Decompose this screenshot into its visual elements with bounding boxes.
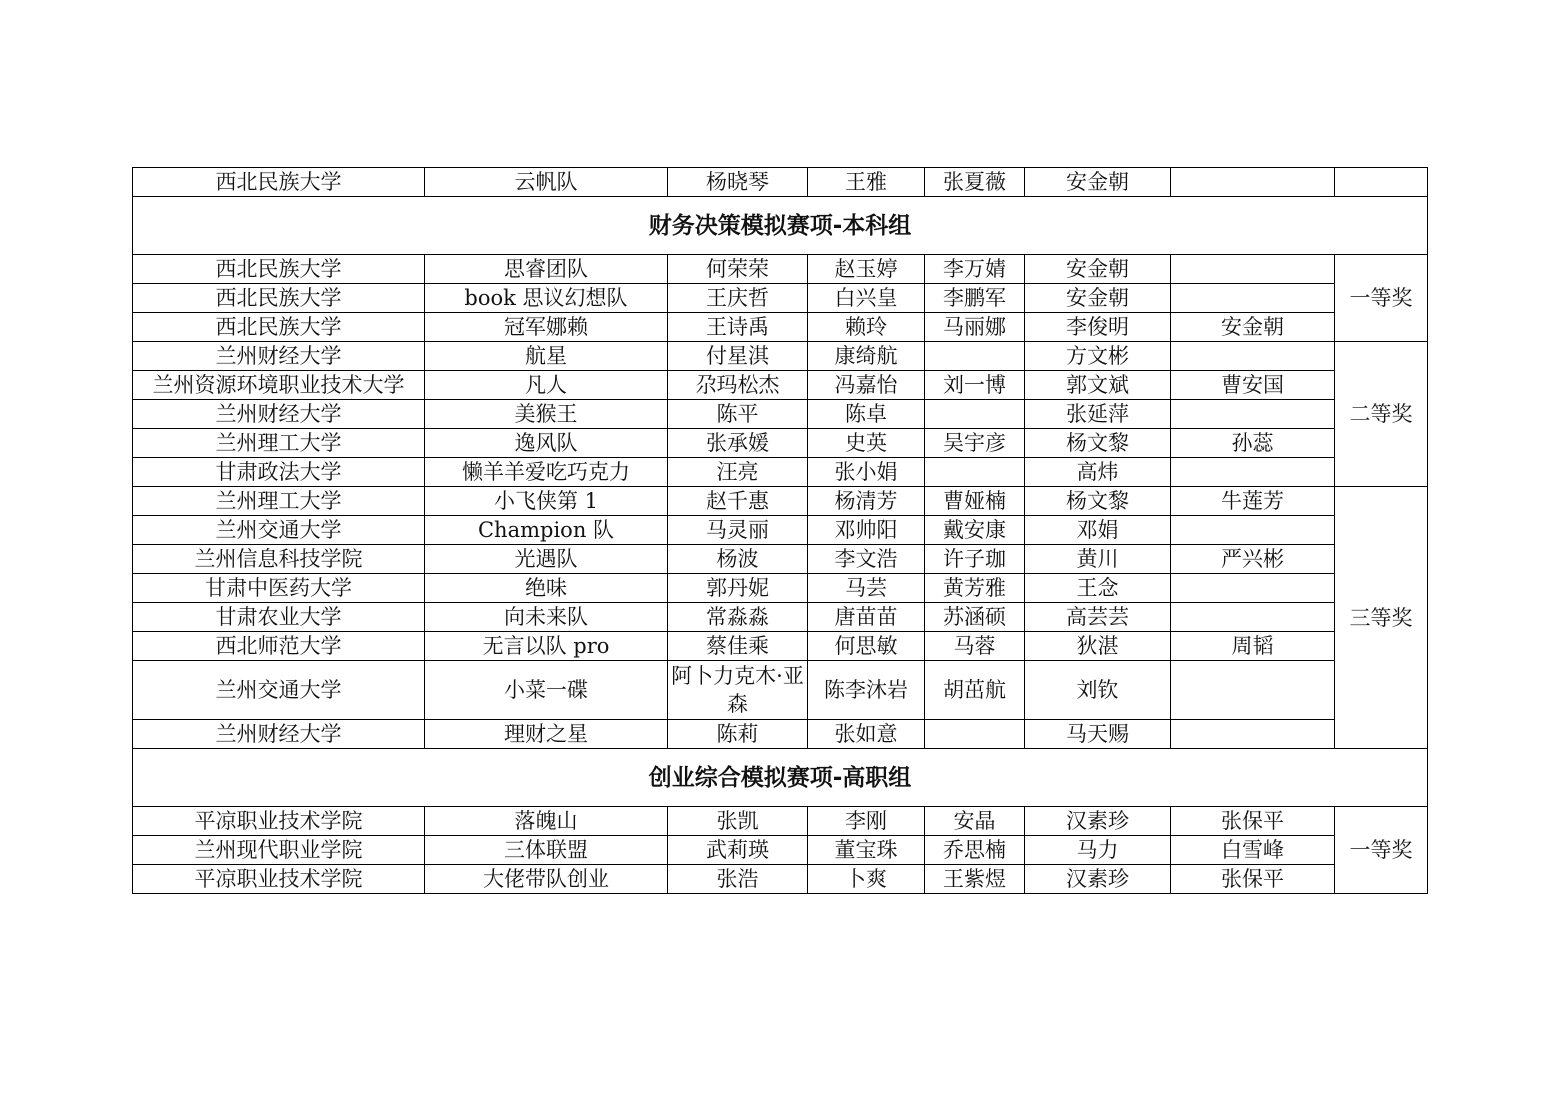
table-row xyxy=(133,371,1428,400)
teacher2-cell: 曹安国 xyxy=(1171,371,1335,400)
member3-cell: 许子珈 xyxy=(925,545,1025,574)
teacher2-cell xyxy=(1171,342,1335,371)
member1-cell: 张凯 xyxy=(668,807,808,836)
member3-cell: 曹娅楠 xyxy=(925,487,1025,516)
team-cell: 美猴王 xyxy=(425,400,668,429)
teacher2-cell: 孙蕊 xyxy=(1171,429,1335,458)
award-level-cell: 二等奖 xyxy=(1335,342,1428,487)
member1-cell: 杨波 xyxy=(668,545,808,574)
award-level-cell: 一等奖 xyxy=(1335,807,1428,894)
award-cell xyxy=(1335,168,1428,197)
teacher2-cell xyxy=(1171,603,1335,632)
member1-cell: 汪亮 xyxy=(668,458,808,487)
award-level-cell: 一等奖 xyxy=(1335,255,1428,342)
member3-cell: 张夏薇 xyxy=(925,168,1025,197)
member2-cell: 马芸 xyxy=(808,574,925,603)
teacher1-cell: 高芸芸 xyxy=(1025,603,1171,632)
team-cell: 无言以队 pro xyxy=(425,632,668,661)
table-row xyxy=(133,836,1428,865)
member1-cell: 郭丹妮 xyxy=(668,574,808,603)
member2-cell: 白兴皇 xyxy=(808,284,925,313)
table-row xyxy=(133,574,1428,603)
school-cell: 平凉职业技术学院 xyxy=(133,865,425,894)
school-cell: 西北民族大学 xyxy=(133,313,425,342)
section-title: 创业综合模拟赛项-高职组 xyxy=(133,749,1428,807)
member1-cell: 常淼淼 xyxy=(668,603,808,632)
team-cell: 向未来队 xyxy=(425,603,668,632)
table-row xyxy=(133,429,1428,458)
member2-cell: 张小娟 xyxy=(808,458,925,487)
member1-cell: 马灵丽 xyxy=(668,516,808,545)
table-row xyxy=(133,720,1428,749)
member3-cell: 乔思楠 xyxy=(925,836,1025,865)
member3-cell: 戴安康 xyxy=(925,516,1025,545)
school-cell: 西北民族大学 xyxy=(133,255,425,284)
teacher2-cell xyxy=(1171,284,1335,313)
member1-cell: 张浩 xyxy=(668,865,808,894)
member1-cell: 付星淇 xyxy=(668,342,808,371)
member3-cell: 胡茁航 xyxy=(925,661,1025,720)
teacher2-cell xyxy=(1171,720,1335,749)
table-row xyxy=(133,603,1428,632)
school-cell: 兰州交通大学 xyxy=(133,516,425,545)
member3-cell xyxy=(925,720,1025,749)
member2-cell: 赖玲 xyxy=(808,313,925,342)
teacher1-cell: 黄川 xyxy=(1025,545,1171,574)
school-cell: 兰州交通大学 xyxy=(133,661,425,720)
table-row xyxy=(133,284,1428,313)
member2-cell: 唐苗苗 xyxy=(808,603,925,632)
teacher1-cell: 安金朝 xyxy=(1025,284,1171,313)
teacher2-cell xyxy=(1171,574,1335,603)
school-cell: 甘肃农业大学 xyxy=(133,603,425,632)
table-row xyxy=(133,865,1428,894)
school-cell: 西北师范大学 xyxy=(133,632,425,661)
member2-cell: 赵玉婷 xyxy=(808,255,925,284)
member3-cell xyxy=(925,458,1025,487)
school-cell: 西北民族大学 xyxy=(133,284,425,313)
teacher2-cell: 严兴彬 xyxy=(1171,545,1335,574)
table-row xyxy=(133,516,1428,545)
teacher1-cell: 安金朝 xyxy=(1025,255,1171,284)
teacher1-cell: 高炜 xyxy=(1025,458,1171,487)
member2-cell: 张如意 xyxy=(808,720,925,749)
team-cell: 小飞侠第 1 xyxy=(425,487,668,516)
teacher2-cell xyxy=(1171,661,1335,720)
member2-cell: 陈卓 xyxy=(808,400,925,429)
member3-cell: 苏涵硕 xyxy=(925,603,1025,632)
teacher1-cell: 狄湛 xyxy=(1025,632,1171,661)
teacher2-cell: 张保平 xyxy=(1171,865,1335,894)
member2-cell: 康绮航 xyxy=(808,342,925,371)
table-row xyxy=(133,313,1428,342)
table-row xyxy=(133,458,1428,487)
teacher2-cell: 白雪峰 xyxy=(1171,836,1335,865)
teacher1-cell: 马天赐 xyxy=(1025,720,1171,749)
member3-cell: 马丽娜 xyxy=(925,313,1025,342)
table-row xyxy=(133,255,1428,284)
teacher1-cell: 郭文斌 xyxy=(1025,371,1171,400)
member1-cell: 王庆哲 xyxy=(668,284,808,313)
member3-cell xyxy=(925,342,1025,371)
member1-cell: 何荣荣 xyxy=(668,255,808,284)
table-row xyxy=(133,487,1428,516)
member1-cell: 蔡佳乘 xyxy=(668,632,808,661)
member1-cell: 阿卜力克木·亚森 xyxy=(668,661,808,720)
teacher1-cell: 马力 xyxy=(1025,836,1171,865)
table-row xyxy=(133,545,1428,574)
member2-cell: 杨清芳 xyxy=(808,487,925,516)
team-cell: 懒羊羊爱吃巧克力 xyxy=(425,458,668,487)
school-cell: 平凉职业技术学院 xyxy=(133,807,425,836)
teacher2-cell: 周韬 xyxy=(1171,632,1335,661)
team-cell: 逸风队 xyxy=(425,429,668,458)
teacher1-cell: 李俊明 xyxy=(1025,313,1171,342)
table-row xyxy=(133,342,1428,371)
team-cell: 绝味 xyxy=(425,574,668,603)
school-cell: 兰州财经大学 xyxy=(133,400,425,429)
member2-cell: 何思敏 xyxy=(808,632,925,661)
school-cell: 兰州理工大学 xyxy=(133,429,425,458)
team-cell: 落魄山 xyxy=(425,807,668,836)
member3-cell: 马蓉 xyxy=(925,632,1025,661)
table-row xyxy=(133,661,1428,720)
team-cell: 冠军娜赖 xyxy=(425,313,668,342)
team-cell: 凡人 xyxy=(425,371,668,400)
team-cell: 理财之星 xyxy=(425,720,668,749)
member2-cell: 冯嘉怡 xyxy=(808,371,925,400)
teacher1-cell: 方文彬 xyxy=(1025,342,1171,371)
member3-cell: 王紫煜 xyxy=(925,865,1025,894)
teacher2-cell xyxy=(1171,255,1335,284)
teacher1-cell: 王念 xyxy=(1025,574,1171,603)
school-cell: 甘肃政法大学 xyxy=(133,458,425,487)
teacher2-cell xyxy=(1171,400,1335,429)
member1-cell: 陈莉 xyxy=(668,720,808,749)
award-table xyxy=(132,167,1428,894)
teacher2-cell xyxy=(1171,458,1335,487)
school-cell: 兰州财经大学 xyxy=(133,720,425,749)
teacher1-cell: 杨文黎 xyxy=(1025,429,1171,458)
member3-cell: 吴宇彦 xyxy=(925,429,1025,458)
member3-cell: 安晶 xyxy=(925,807,1025,836)
member2-cell: 陈李沐岩 xyxy=(808,661,925,720)
school-cell: 兰州理工大学 xyxy=(133,487,425,516)
member3-cell xyxy=(925,400,1025,429)
team-cell: 光遇队 xyxy=(425,545,668,574)
table-row xyxy=(133,807,1428,836)
member2-cell: 李刚 xyxy=(808,807,925,836)
team-cell: book 思议幻想队 xyxy=(425,284,668,313)
member1-cell: 杨晓琴 xyxy=(668,168,808,197)
member2-cell: 董宝珠 xyxy=(808,836,925,865)
member1-cell: 尕玛松杰 xyxy=(668,371,808,400)
team-cell: 小菜一碟 xyxy=(425,661,668,720)
member2-cell: 王雅 xyxy=(808,168,925,197)
member1-cell: 武莉瑛 xyxy=(668,836,808,865)
member2-cell: 邓帅阳 xyxy=(808,516,925,545)
teacher1-cell: 汉素珍 xyxy=(1025,865,1171,894)
member2-cell: 李文浩 xyxy=(808,545,925,574)
member3-cell: 黄芳雅 xyxy=(925,574,1025,603)
teacher1-cell: 安金朝 xyxy=(1025,168,1171,197)
school-cell: 西北民族大学 xyxy=(133,168,425,197)
school-cell: 兰州资源环境职业技术大学 xyxy=(133,371,425,400)
table-row xyxy=(133,168,1428,197)
teacher1-cell: 刘钦 xyxy=(1025,661,1171,720)
teacher2-cell xyxy=(1171,516,1335,545)
table-row xyxy=(133,632,1428,661)
member2-cell: 史英 xyxy=(808,429,925,458)
team-cell: 大佬带队创业 xyxy=(425,865,668,894)
member1-cell: 赵千惠 xyxy=(668,487,808,516)
school-cell: 兰州财经大学 xyxy=(133,342,425,371)
team-cell: 云帆队 xyxy=(425,168,668,197)
section-title: 财务决策模拟赛项-本科组 xyxy=(133,197,1428,255)
team-cell: 航星 xyxy=(425,342,668,371)
section-header-row xyxy=(133,749,1428,807)
member1-cell: 王诗禹 xyxy=(668,313,808,342)
table-row xyxy=(133,400,1428,429)
school-cell: 兰州信息科技学院 xyxy=(133,545,425,574)
award-level-cell: 三等奖 xyxy=(1335,487,1428,749)
teacher1-cell: 汉素珍 xyxy=(1025,807,1171,836)
member3-cell: 刘一博 xyxy=(925,371,1025,400)
member3-cell: 李万婧 xyxy=(925,255,1025,284)
teacher1-cell: 张延萍 xyxy=(1025,400,1171,429)
teacher2-cell xyxy=(1171,168,1335,197)
team-cell: 思睿团队 xyxy=(425,255,668,284)
teacher2-cell: 张保平 xyxy=(1171,807,1335,836)
teacher2-cell: 牛莲芳 xyxy=(1171,487,1335,516)
teacher1-cell: 杨文黎 xyxy=(1025,487,1171,516)
team-cell: 三体联盟 xyxy=(425,836,668,865)
school-cell: 甘肃中医药大学 xyxy=(133,574,425,603)
member3-cell: 李鹏军 xyxy=(925,284,1025,313)
member1-cell: 陈平 xyxy=(668,400,808,429)
school-cell: 兰州现代职业学院 xyxy=(133,836,425,865)
section-header-row xyxy=(133,197,1428,255)
teacher1-cell: 邓娟 xyxy=(1025,516,1171,545)
teacher2-cell: 安金朝 xyxy=(1171,313,1335,342)
member2-cell: 卜爽 xyxy=(808,865,925,894)
member1-cell: 张承媛 xyxy=(668,429,808,458)
team-cell: Champion 队 xyxy=(425,516,668,545)
